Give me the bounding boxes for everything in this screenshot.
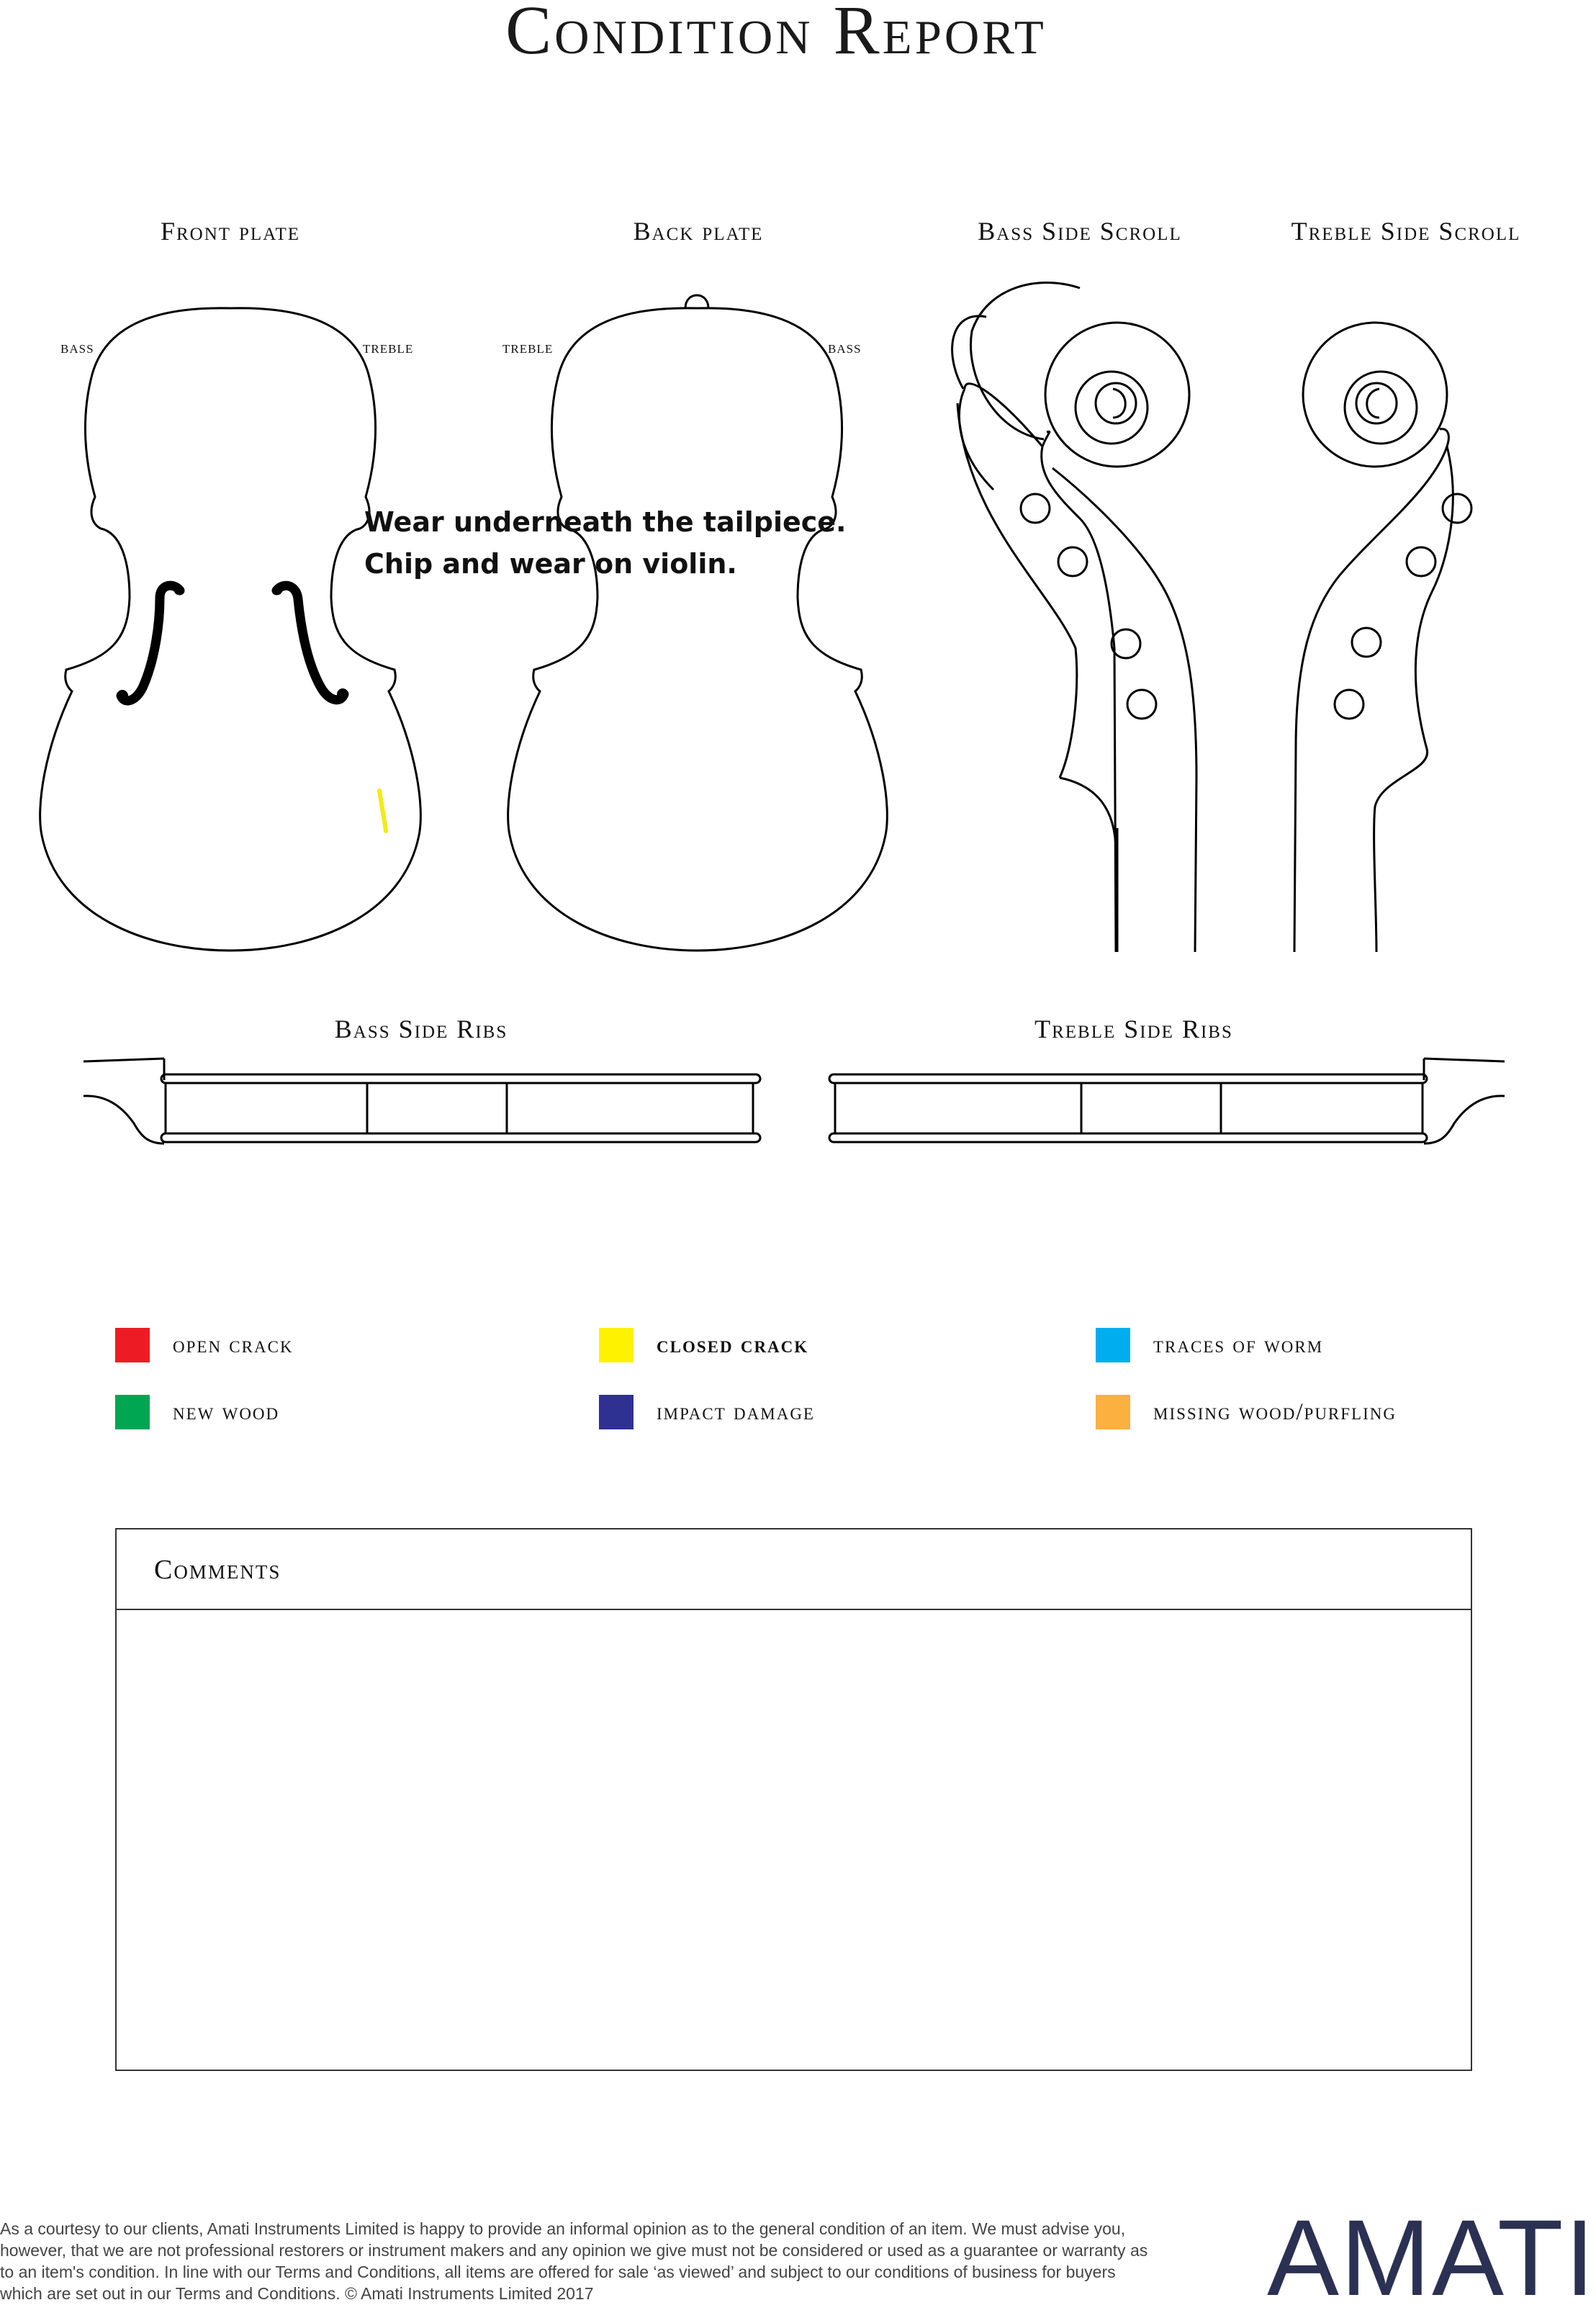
swatch-missing-wood-purfling xyxy=(1096,1395,1130,1429)
annotation-line-1: Wear underneath the tailpiece. xyxy=(364,506,847,538)
front-treble-label: treble xyxy=(363,338,414,357)
treble-side-scroll-drawing xyxy=(1294,323,1471,952)
label-bass-side-scroll: Bass Side Scroll xyxy=(978,217,1182,246)
swatch-impact-damage xyxy=(599,1395,634,1429)
annotation-line-2: Chip and wear on violin. xyxy=(364,548,737,580)
swatch-traces-of-worm xyxy=(1096,1328,1130,1362)
legend-label: closed crack xyxy=(657,1331,809,1358)
violin-diagram xyxy=(0,0,1552,1181)
amati-logo: AMATI xyxy=(1267,2197,1596,2318)
legend-open-crack xyxy=(115,1328,294,1362)
legend-label: traces of worm xyxy=(1153,1331,1324,1358)
label-bass-side-ribs: Bass Side Ribs xyxy=(334,1015,508,1043)
legend-traces-of-worm xyxy=(1096,1328,1323,1362)
front-plate-outline xyxy=(40,308,421,951)
label-treble-side-ribs: Treble Side Ribs xyxy=(1034,1015,1233,1043)
back-treble-label: treble xyxy=(502,338,554,357)
legend-label: open crack xyxy=(173,1331,294,1358)
bass-side-scroll-drawing xyxy=(952,283,1196,953)
comments-heading: Comments xyxy=(117,1529,1471,1610)
legend-closed-crack xyxy=(599,1328,808,1362)
legend-impact-damage xyxy=(599,1395,815,1429)
swatch-closed-crack xyxy=(599,1328,634,1362)
back-bass-label: bass xyxy=(828,338,862,357)
label-back-plate: Back plate xyxy=(633,217,764,246)
swatch-open-crack xyxy=(115,1328,150,1362)
label-treble-side-scroll: Treble Side Scroll xyxy=(1291,217,1521,246)
front-bass-label: bass xyxy=(60,338,94,357)
back-plate-outline xyxy=(508,308,888,951)
swatch-new-wood xyxy=(115,1395,150,1429)
legend-label: missing wood/purfling xyxy=(1153,1398,1397,1425)
front-f-hole-right xyxy=(276,585,344,700)
treble-side-ribs-drawing xyxy=(829,1059,1505,1144)
page-title: Condition Report xyxy=(505,0,1047,68)
annotation-note xyxy=(364,501,847,585)
bass-side-ribs-drawing xyxy=(84,1059,760,1144)
closed-crack-mark xyxy=(379,791,386,831)
legend-new-wood xyxy=(115,1395,279,1429)
label-front-plate: Front plate xyxy=(160,217,301,246)
legend-label: impact damage xyxy=(657,1398,815,1425)
back-button xyxy=(685,295,708,308)
disclaimer-text: As a courtesy to our clients, Amati Instruments Limited is happy to provide an informal opinion as to the general condition of an item. We must advise you, however, that we are not professional restorers or instrument makers and any opinion we give must not be considered or used as a guarantee or warranty as to an item's condition. In line with our Terms and Conditions, all items are offered for sale ‘as viewed’ and subject to our conditions of business for buyers which are set out in our Terms and Conditions. © Amati Instruments Limited 2017 xyxy=(0,2219,1148,2303)
legend-label: new wood xyxy=(173,1398,280,1425)
comments-box xyxy=(115,1528,1472,2071)
legend-missing-wood-purfling xyxy=(1096,1395,1397,1429)
comments-body[interactable] xyxy=(117,1610,1471,2064)
